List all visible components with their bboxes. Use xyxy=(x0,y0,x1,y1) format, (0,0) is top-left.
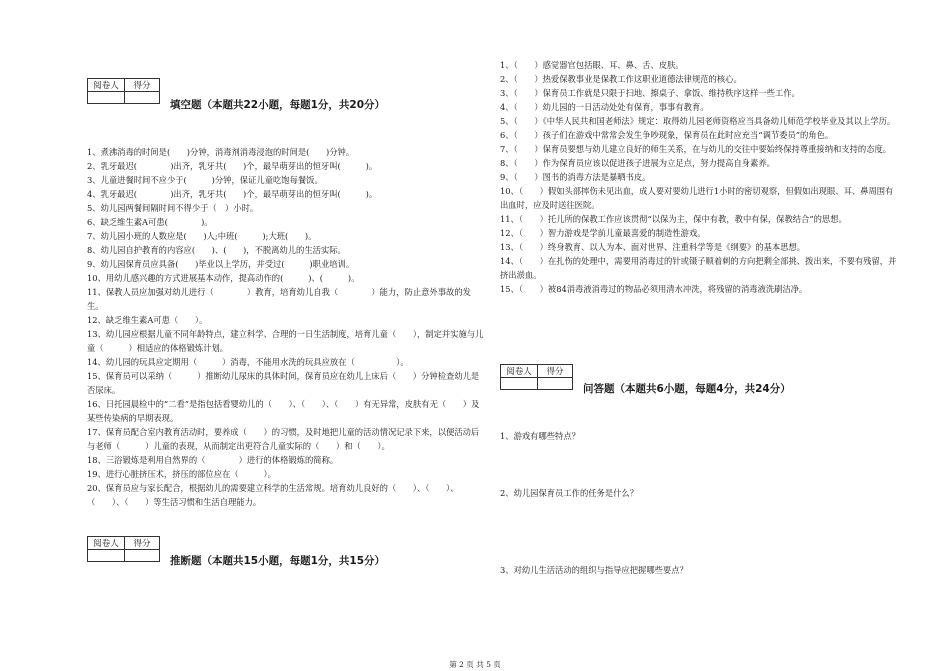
judge-question-2: 2、（ ）热爱保教事业是保教工作这职业道德法律规范的核心。 xyxy=(500,74,742,84)
score-label: 得分 xyxy=(538,365,573,378)
qa-question-3: 3、对幼儿生活活动的组织与指导应把握哪些要点？ xyxy=(500,565,688,575)
score-cell[interactable] xyxy=(538,378,573,390)
reviewer-cell[interactable] xyxy=(88,92,125,104)
fill-question-18: 18、三浴锻炼是利用自然界的（ ）进行的体格锻炼的简称。 xyxy=(87,455,339,465)
judge-question-12: 12、（ ）智力游戏是学前儿童最喜爱的制造性游戏。 xyxy=(500,228,706,238)
fill-question-15: 15、保育员可以采纳（ ）推断幼儿尿床的具体时间，保育员应在幼儿上床后（ ）分钟检查幼儿是否尿床。 xyxy=(87,371,480,395)
reviewer-cell[interactable] xyxy=(501,378,538,390)
fill-question-1: 1、煮沸消毒的时间是( )分钟，消毒剂消毒浸泡的时间是( )分钟。 xyxy=(87,147,355,157)
score-cell[interactable] xyxy=(125,92,160,104)
judge-question-10: 10、（ ）假如头部摔伤未见出血，成人要对要幼儿进行1小时的密切观察，但假如出现眼、耳、鼻周围有出血时，应及时送往医院。 xyxy=(500,186,894,210)
fill-question-6: 6、缺乏维生素A可患( )。 xyxy=(87,217,213,227)
judge-question-8: 8、（ ）作为保育员应该以促进孩子进展为立足点，努力提高自身素养。 xyxy=(500,158,775,168)
fill-question-10: 10、用幼儿感兴趣的方式进展基本动作，提高动作的( )、( )。 xyxy=(87,273,360,283)
fill-question-12: 12、缺乏维生素A可患（ ）。 xyxy=(87,315,208,325)
judge-section-title: 推断题（本题共15小题，每题1分，共15分） xyxy=(170,555,386,567)
fill-question-13: 13、幼儿园应根据儿童不同年龄特点，建立科学、合理的一日生活制度，培育儿童（ ），制定并实施与儿童（ ）相适应的体格锻炼计划。 xyxy=(87,329,484,353)
score-box-qa xyxy=(500,364,573,390)
score-label: 得分 xyxy=(125,79,160,92)
fill-question-16: 16、日托园晨检中的“二看”是指包括看婴幼儿的（ ）、（ ）、（ ）有无异常，皮肤有无（ ）及某些传染病的早期表现。 xyxy=(87,399,480,423)
fill-question-20: 20、保育员应与家长配合，根据幼儿的需要建立科学的生活常规。培育幼儿良好的（ ）、（ ）、（ ）、（ ）等生活习惯和生活自理能力。 xyxy=(87,483,459,507)
judge-question-1: 1、（ ）感觉器官包括眼、耳、鼻、舌、皮肤。 xyxy=(500,60,684,70)
page-footer: 第 2 页 共 5 页 xyxy=(449,660,501,669)
reviewer-label: 阅卷人 xyxy=(88,537,125,550)
fill-section-title: 填空题（本题共22小题，每题1分，共20分） xyxy=(170,99,386,111)
qa-question-2: 2、幼儿园保育员工作的任务是什么？ xyxy=(500,488,639,498)
fill-question-19: 19、进行心脏挤压术，挤压的部位应在（ ）。 xyxy=(87,469,276,479)
score-label: 得分 xyxy=(125,537,160,550)
judge-question-14: 14、（ ）在扎伤的处理中，需要用消毒过的针或镊子顺着刺的方向把剩全部挑、拨出来，不要有残留，并挤出淤血。 xyxy=(500,256,897,280)
score-box-fill xyxy=(87,78,160,104)
judge-question-7: 7、（ ）保育员要想与幼儿建立良好的师生关系，在与幼儿的交往中要始终保持尊重接纳和支持的态度。 xyxy=(500,144,892,154)
judge-question-13: 13、（ ）终身教育、以人为本、面对世界、注重科学等是《纲要》的基本思想。 xyxy=(500,242,806,252)
judge-question-9: 9、（ ）图书的消毒方法是暴晒书皮。 xyxy=(500,172,651,182)
reviewer-cell[interactable] xyxy=(88,550,125,562)
fill-question-7: 7、幼儿园小班的人数应是( )人;中班( );大班( )。 xyxy=(87,231,317,241)
judge-question-3: 3、（ ）保育员工作就是只限于扫地、擦桌子、拿饭、维持秩序这样一些工作。 xyxy=(500,88,800,98)
fill-question-5: 5、幼儿园两餐间隔时间不得少于（ ）小时。 xyxy=(87,203,259,213)
judge-question-list xyxy=(500,58,900,296)
fill-question-9: 9、幼儿园保育员应具备( )毕业以上学历，并受过( )职业培训。 xyxy=(87,259,355,269)
fill-question-8: 8、幼儿园自护教育的内容应( )、( )，不脱离幼儿的生活实际。 xyxy=(87,245,346,255)
qa-question-1: 1、游戏有哪些特点？ xyxy=(500,431,580,441)
fill-question-11: 11、保教人员应加强对幼儿进行（ ）教育，培育幼儿自我（ ）能力，防止意外事故的发生。 xyxy=(87,287,471,311)
fill-question-2: 2、乳牙最迟( )出齐，乳牙共( )个，最早萌芽出的恒牙叫( )。 xyxy=(87,161,378,171)
reviewer-label: 阅卷人 xyxy=(88,79,125,92)
judge-question-5: 5、（ ）《中华人民共和国老师法》规定：取得幼儿园老师资格应当具备幼儿师范学校毕业及其以上学历。 xyxy=(500,116,896,126)
fill-question-4: 4、乳牙最迟( )出齐，乳牙共( )个，最早萌芽出的恒牙叫( )。 xyxy=(87,189,378,199)
fill-question-17: 17、保育员配合室内教育活动时，要养成（ ）的习惯，及时地把儿童的活动情况记录下来，以便活动后与老师（ ）儿童的表现，从而制定出更符合儿童实际的（ ）和（ ）。 xyxy=(87,427,480,451)
fill-question-14: 14、幼儿园的玩具应定期用（ ）消毒，不能用水洗的玩具应放在（ ）。 xyxy=(87,357,409,367)
judge-question-11: 11、（ ）托儿所的保教工作应该贯彻“以保为主，保中有教，教中有保，保教结合”的思想。 xyxy=(500,214,847,224)
score-box-judge xyxy=(87,536,160,562)
judge-question-15: 15、（ ）被84消毒液消毒过的物品必须用清水冲洗，将残留的消毒液洗刷洁净。 xyxy=(500,284,808,294)
score-cell[interactable] xyxy=(125,550,160,562)
qa-section-title: 问答题（本题共6小题，每题4分，共24分） xyxy=(583,383,791,395)
judge-question-4: 4、（ ）幼儿园的一日活动处处有保育，事事有教育。 xyxy=(500,102,709,112)
judge-question-6: 6、（ ）孩子们在游戏中常常会发生争吵现象，保育员在此时应充当“调节委员”的角色。 xyxy=(500,130,834,140)
fill-question-3: 3、儿童进餐时间不应少于( )分钟，保证儿童吃饱每餐饭。 xyxy=(87,175,323,185)
fill-question-list xyxy=(87,145,487,509)
reviewer-label: 阅卷人 xyxy=(501,365,538,378)
